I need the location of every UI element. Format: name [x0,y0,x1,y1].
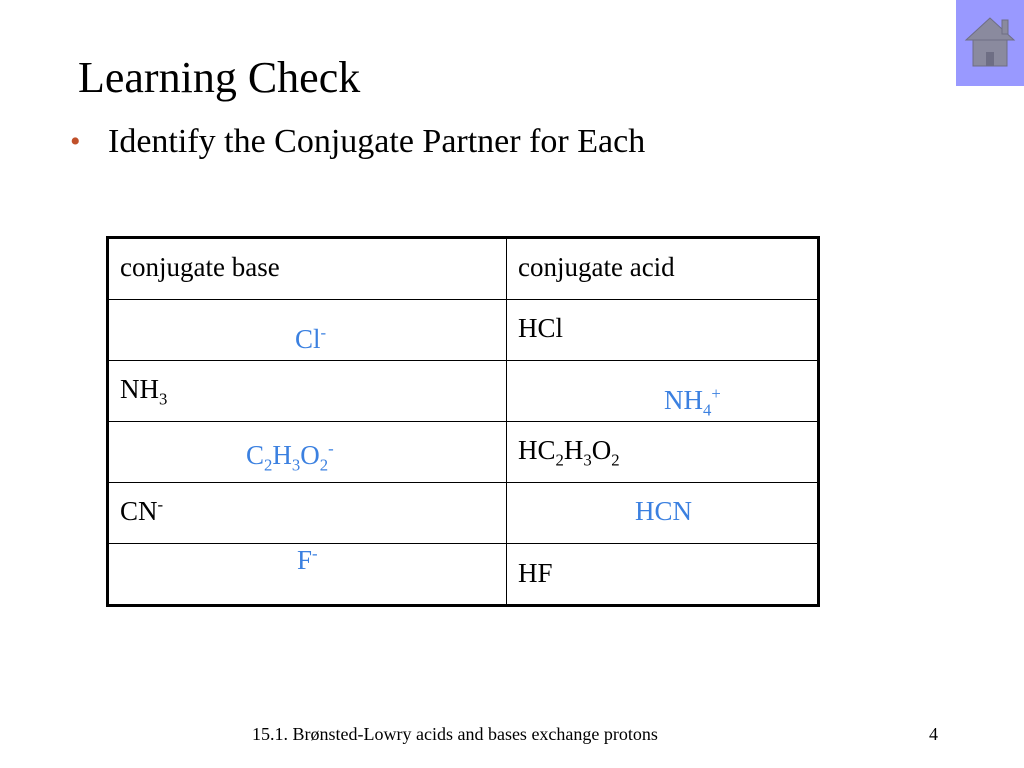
acid-cell [507,544,819,606]
acid-cell [507,422,819,483]
base-cell [108,300,507,361]
base-cell [108,483,507,544]
acid-cell [507,483,819,544]
bullet-icon: • [70,125,81,158]
base-cell [108,422,507,483]
acid-hf: HF [518,558,553,588]
home-icon [964,14,1016,70]
acid-hcl: HCl [518,313,564,343]
acid-cell [507,300,819,361]
header-cell-base [108,238,507,300]
answer-base-f: F- [297,544,318,575]
header-cell-acid [507,238,819,300]
slide-footer: 15.1. Brønsted-Lowry acids and bases exchange protons [252,724,658,744]
base-nh3: $NH_3$ [120,374,168,409]
answer-acid-hcn: HCN [635,496,693,526]
slide-title: Learning Check [78,53,361,102]
header-conjugate-base: conjugate base [120,252,280,282]
table-row [108,544,819,606]
table-row [108,300,819,361]
base-cell [108,361,507,422]
conjugate-table [106,236,820,607]
table-row [108,361,819,422]
page-number: 4 [929,724,938,744]
header-conjugate-acid: conjugate acid [518,252,675,282]
base-cn: CN- [120,495,164,526]
acid-cell [507,361,819,422]
table-row [108,422,819,483]
table-header-row [108,238,819,300]
bullet-text: Identify the Conjugate Partner for Each [108,123,646,160]
answer-base-cl: Cl- [295,323,327,354]
answer-acid-nh4: $NH_4^+$ [664,384,721,420]
table-row [108,483,819,544]
base-cell [108,544,507,606]
answer-base-acetate: $C_2H_3O_2^-$ [246,439,334,475]
home-button[interactable] [956,0,1024,86]
acid-acetic: $HC_2H_3O_2$ [518,435,620,470]
